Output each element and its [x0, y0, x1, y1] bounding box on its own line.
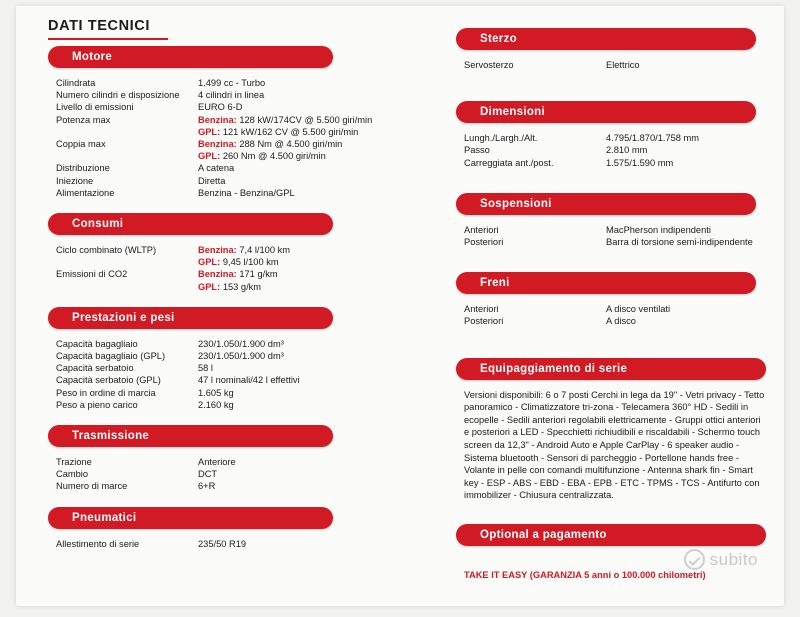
spec-row — [56, 281, 388, 293]
spec-label: Passo — [464, 145, 490, 156]
section-header-trasmissione — [48, 425, 333, 447]
equipment-text: Versioni disponibili: 6 o 7 posti Cerchi in lega da 19" - Vetri privacy - Tetto panoramico - Climatizzatore tri-zona - Telecamera 360° HD - Sedili in ecopelle - Sedili anteriori regolabili elettricamente - Gruppi ottici anteriori e posteriori a LED - Specchietti richiudibili e riscaldabili - Schermo touch screen da 12,3" - Android Auto e Apple CarPlay - 6 speaker audio - Sistema bluetooth - Sensori di parcheggio - Portellone hands free - Volante in pelle con comandi multifunzione - Antenna shark fin - Smart key - ESP - ABS - EBD - EBA - EPB - ETC - TPMS - TCS - Antifurto con immobilizer - Chiusura centralizzata. — [464, 389, 765, 501]
spec-value: DCT — [198, 469, 218, 480]
section-rows-prestazioni — [48, 338, 388, 411]
spec-value-text: 153 g/km — [222, 281, 262, 292]
fuel-tag: GPL: — [198, 151, 221, 162]
spec-value — [198, 244, 388, 256]
spec-value — [198, 126, 388, 138]
spec-value — [198, 138, 388, 150]
watermark-label: subito — [709, 549, 758, 569]
spec-label: Numero cilindri e disposizione — [56, 90, 180, 101]
spec-value: A disco — [606, 316, 636, 327]
section-rows-pneumatici — [48, 538, 388, 550]
spec-value: 235/50 R19 — [198, 538, 247, 549]
warranty-highlight: TAKE IT EASY (GARANZIA 5 anni o 100.000 chilometri) — [464, 569, 706, 580]
section-header-consumi — [48, 213, 333, 235]
left-column — [48, 46, 388, 564]
spec-value: 4.795/1.870/1.758 mm — [606, 133, 700, 144]
section-rows-motore — [48, 77, 388, 199]
spec-value-text: 9,45 l/100 km — [222, 257, 279, 268]
spec-row — [56, 350, 388, 362]
spec-label: Ciclo combinato (WLTP) — [56, 245, 157, 256]
section-title-motore: Motore — [72, 51, 113, 63]
section-title-optional: Optional a pagamento — [480, 528, 607, 541]
spec-value: 47 l nominali/42 l effettivi — [198, 375, 300, 386]
section-rows-sterzo — [456, 59, 776, 71]
spec-value — [198, 114, 388, 126]
spec-row — [56, 114, 388, 126]
fuel-tag: Benzina: — [198, 114, 237, 125]
spec-row — [464, 157, 776, 169]
spec-row — [464, 224, 776, 236]
check-circle-icon — [684, 549, 705, 570]
spec-label: Livello di emissioni — [56, 102, 134, 113]
spec-value — [198, 281, 388, 293]
spec-label: Cambio — [56, 469, 89, 480]
section-header-sterzo — [456, 28, 756, 50]
spec-row — [56, 480, 388, 492]
spec-value — [198, 256, 388, 268]
section-title-pneumatici: Pneumatici — [72, 511, 137, 524]
spec-value: 58 l — [198, 363, 213, 374]
section-rows-consumi — [48, 244, 388, 293]
spec-value-text: 171 g/km — [239, 269, 278, 280]
spec-value: 1.499 cc - Turbo — [198, 78, 266, 88]
section-header-equipaggiamento — [456, 358, 766, 380]
section-title-sospensioni: Sospensioni — [480, 197, 552, 210]
spec-value — [198, 150, 388, 162]
spec-label: Cilindrata — [56, 78, 96, 88]
fuel-tag: Benzina: — [198, 269, 237, 280]
section-header-motore — [48, 46, 333, 68]
spec-value: 6+R — [198, 481, 216, 492]
section-rows-dimensioni — [456, 132, 776, 169]
spec-row — [56, 456, 388, 468]
spec-value: EURO 6-D — [198, 102, 243, 113]
spec-value: 2.810 mm — [606, 145, 648, 156]
spec-label: Potenza max — [56, 114, 111, 125]
section-header-sospensioni — [456, 193, 756, 215]
spec-row — [56, 256, 388, 268]
spec-value: 2.160 kg — [198, 399, 234, 410]
section-title-equipaggiamento: Equipaggiamento di serie — [480, 362, 628, 375]
spec-value: Elettrico — [606, 60, 640, 70]
spec-value: Benzina - Benzina/GPL — [198, 187, 295, 198]
spec-value: 230/1.050/1.900 dm³ — [198, 351, 284, 362]
spec-row — [56, 162, 388, 174]
spec-value: 1.575/1.590 mm — [606, 157, 674, 168]
spec-label: Capacità bagagliaio (GPL) — [56, 351, 166, 362]
spec-label: Alimentazione — [56, 187, 115, 198]
section-header-freni — [456, 272, 756, 294]
section-title-sterzo: Sterzo — [480, 33, 517, 45]
spec-label: Numero di marce — [56, 481, 128, 492]
spec-label: Anteriori — [464, 224, 499, 235]
section-title-dimensioni: Dimensioni — [480, 106, 545, 119]
section-rows-freni — [456, 303, 776, 327]
fuel-tag: GPL: — [198, 281, 221, 292]
spec-value-text: 128 kW/174CV @ 5.500 giri/min — [239, 114, 373, 125]
fuel-tag: Benzina: — [198, 245, 237, 256]
spec-row — [56, 138, 388, 150]
spec-label: Posteriori — [464, 316, 504, 327]
spec-label: Allestimento di serie — [56, 538, 140, 549]
section-rows-trasmissione — [48, 456, 388, 493]
spec-row — [56, 244, 388, 256]
section-title-trasmissione: Trasmissione — [72, 430, 150, 443]
spec-row — [464, 315, 776, 327]
spec-value: 4 cilindri in linea — [198, 90, 265, 101]
spec-row — [56, 374, 388, 386]
spec-value-text: 121 kW/162 CV @ 5.500 giri/min — [222, 126, 359, 137]
spec-row — [56, 538, 388, 550]
spec-row — [56, 399, 388, 411]
spec-label: Emissioni di CO2 — [56, 269, 128, 280]
spec-value: 1.605 kg — [198, 387, 234, 398]
spec-row — [464, 59, 776, 71]
title-underline — [48, 38, 168, 40]
spec-value-text: 7,4 l/100 km — [239, 245, 290, 256]
spec-row — [56, 468, 388, 480]
spec-row — [56, 268, 388, 280]
spec-label: Capacità serbatoio — [56, 363, 134, 374]
spec-label: Lungh./Largh./Alt. — [464, 133, 538, 144]
spec-value — [198, 268, 388, 280]
spec-row — [56, 338, 388, 350]
spec-value: Barra di torsione semi-indipendente — [606, 237, 753, 248]
spec-value-text: 260 Nm @ 4.500 giri/min — [222, 151, 326, 162]
spec-row — [56, 101, 388, 113]
spec-row — [464, 303, 776, 315]
fuel-tag: GPL: — [198, 126, 221, 137]
section-title-freni: Freni — [480, 277, 510, 290]
spec-value: A disco ventilati — [606, 304, 671, 315]
spec-row — [56, 126, 388, 138]
spec-label: Capacità bagagliaio — [56, 338, 138, 349]
section-header-dimensioni — [456, 101, 756, 123]
page-title: DATI TECNICI — [48, 18, 150, 34]
spec-label: Iniezione — [56, 175, 94, 186]
spec-label: Anteriori — [464, 304, 499, 315]
spec-value: Anteriore — [198, 457, 236, 468]
spec-label: Trazione — [56, 457, 92, 468]
fuel-tag: Benzina: — [198, 139, 237, 150]
section-header-pneumatici — [48, 507, 333, 529]
spec-label: Servosterzo — [464, 60, 514, 70]
spec-row — [464, 236, 776, 248]
section-header-optional — [456, 524, 766, 546]
section-title-prestazioni: Prestazioni e pesi — [72, 311, 175, 324]
spec-row — [56, 187, 388, 199]
fuel-tag: GPL: — [198, 257, 221, 268]
spec-value-text: 288 Nm @ 4.500 giri/min — [239, 139, 343, 150]
spec-label: Posteriori — [464, 237, 504, 248]
spec-row — [464, 144, 776, 156]
spec-value: MacPherson indipendenti — [606, 224, 711, 235]
spec-label: Carreggiata ant./post. — [464, 157, 554, 168]
spec-row — [56, 387, 388, 399]
right-column — [456, 28, 776, 582]
spec-label: Coppia max — [56, 139, 106, 150]
spec-sheet — [16, 6, 784, 606]
section-header-prestazioni — [48, 307, 333, 329]
spec-label: Distribuzione — [56, 163, 110, 174]
spec-value: Diretta — [198, 175, 226, 186]
spec-row — [56, 150, 388, 162]
spec-row — [56, 89, 388, 101]
spec-label: Peso a pieno carico — [56, 399, 138, 410]
section-title-consumi: Consumi — [72, 218, 124, 231]
spec-row — [56, 175, 388, 187]
spec-label: Capacità serbatoio (GPL) — [56, 375, 161, 386]
spec-value: 230/1.050/1.900 dm³ — [198, 338, 284, 349]
spec-label: Peso in ordine di marcia — [56, 387, 156, 398]
spec-row — [56, 77, 388, 89]
watermark — [684, 549, 758, 570]
section-rows-sospensioni — [456, 224, 776, 248]
spec-row — [464, 132, 776, 144]
spec-value: A catena — [198, 163, 235, 174]
spec-row — [56, 362, 388, 374]
